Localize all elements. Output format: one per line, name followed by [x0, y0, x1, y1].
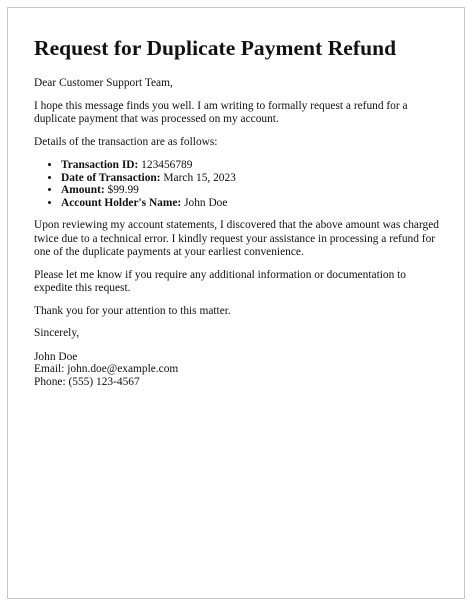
detail-label: Transaction ID:	[61, 159, 139, 171]
intro-paragraph: I hope this message finds you well. I am writing to formally request a refund for a duplicate payment that was processed on my account.	[34, 99, 408, 125]
detail-value: $99.99	[107, 184, 139, 196]
detail-label: Date of Transaction:	[61, 171, 161, 184]
signature-name: John Doe	[34, 350, 78, 363]
thanks-paragraph: Thank you for your attention to this matter.	[34, 304, 231, 317]
detail-value: March 15, 2023	[163, 171, 236, 184]
detail-item-date	[61, 172, 439, 185]
signature-block	[34, 351, 439, 389]
letter-title: Request for Duplicate Payment Refund	[34, 36, 397, 60]
detail-value: 123456789	[141, 159, 193, 171]
request-info-paragraph: Please let me know if you require any additional information or documentation to expedite this request.	[34, 268, 406, 294]
signature-email: Email: john.doe@example.com	[34, 363, 179, 375]
detail-label: Amount:	[61, 184, 105, 196]
greeting: Dear Customer Support Team,	[34, 77, 173, 89]
explanation-paragraph: Upon reviewing my account statements, I discovered that the above amount was charged twice due to a technical error. I kindly request your assistance in processing a refund for one of the duplicate payments at your earliest convenience.	[34, 219, 439, 258]
detail-item-account-holder	[61, 197, 439, 210]
details-intro: Details of the transaction are as follows:	[34, 135, 218, 148]
transaction-details-list	[34, 159, 439, 209]
closing: Sincerely,	[34, 327, 80, 339]
detail-item-amount	[61, 184, 439, 197]
letter-page	[7, 7, 465, 599]
signature-phone: Phone: (555) 123-4567	[34, 375, 140, 388]
detail-item-transaction-id	[61, 159, 439, 172]
detail-label: Account Holder's Name:	[61, 196, 182, 209]
letter-content	[34, 34, 439, 388]
detail-value: John Doe	[184, 196, 228, 209]
